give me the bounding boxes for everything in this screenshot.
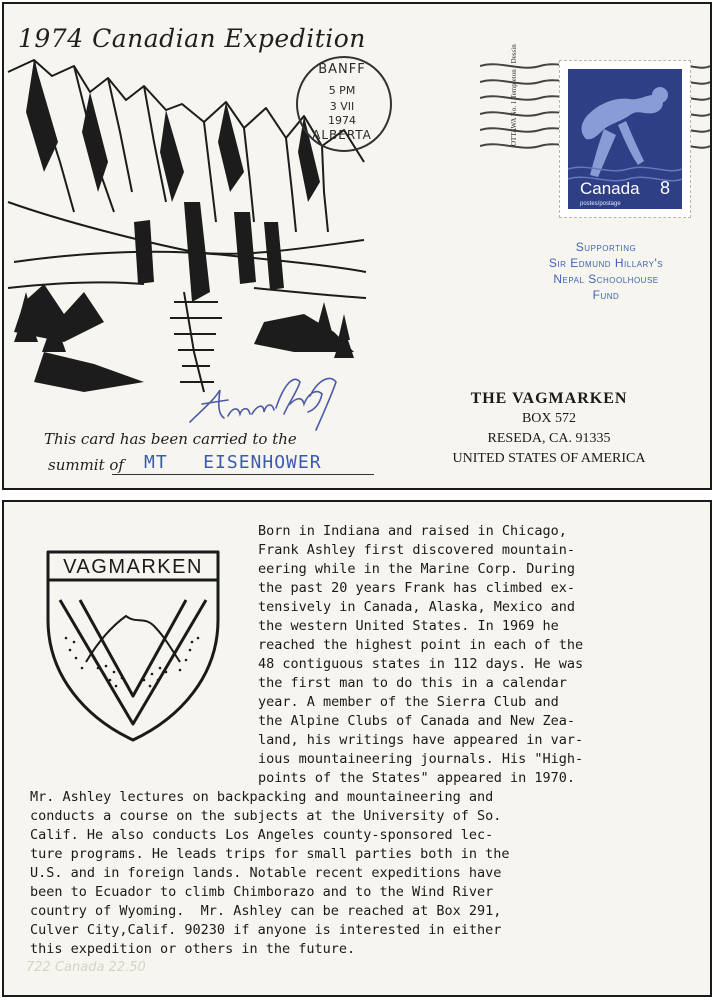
bio-line: land, his writings have appeared in var- xyxy=(258,732,584,748)
stamp-image xyxy=(568,69,682,209)
bio-line: year. A member of the Sierra Club and xyxy=(258,694,559,710)
postmark-year: 1974 xyxy=(328,114,356,127)
summit-prefix: summit of xyxy=(48,456,124,474)
mailing-address xyxy=(419,389,679,469)
address-line: UNITED STATES OF AMERICA xyxy=(452,451,646,466)
postcard-front xyxy=(2,2,712,490)
address-name: THE VAGMARKEN xyxy=(470,390,628,407)
bio-line: Mr. Ashley lectures on backpacking and mountaineering and xyxy=(30,789,494,805)
summit-name: MT EISENHOWER xyxy=(144,452,322,473)
handwritten-signature xyxy=(184,364,344,434)
bio-line: country of Wyoming. Mr. Ashley can be reached at Box 291, xyxy=(30,903,502,919)
postcard-back xyxy=(2,500,712,997)
bio-line: reached the highest point in each of the xyxy=(258,637,584,653)
biography-text xyxy=(4,502,712,997)
carried-text: This card has been carried to the xyxy=(44,430,297,448)
bio-line: Frank Ashley first discovered mountain- xyxy=(258,542,575,558)
bio-line: eering while in the Marine Corp. During xyxy=(258,561,575,577)
bio-line: conducts a course on the subjects at the University of So. xyxy=(30,808,502,824)
bio-line: ious mountaineering journals. His "High- xyxy=(258,751,584,767)
address-line: BOX 572 xyxy=(521,411,577,426)
supporting-line: Supporting xyxy=(575,240,637,254)
emblem-label: VAGMARKEN xyxy=(63,556,203,578)
postmark-city: BANFF xyxy=(318,62,366,77)
expedition-title: 1974 Canadian Expedition xyxy=(18,24,366,53)
supporting-line: Nepal Schoolhouse xyxy=(553,272,659,286)
postmark-time: 5 PM xyxy=(328,84,356,97)
address-line: RESEDA, CA. 91335 xyxy=(487,431,611,446)
bio-line: Culver City,Calif. 90230 if anyone is interested in either xyxy=(30,922,502,938)
bio-line: points of the States" appeared in 1970. xyxy=(258,770,575,786)
bio-line: U.S. and in foreign lands. Notable recent expeditions have xyxy=(30,865,502,881)
supporting-text xyxy=(506,239,706,303)
supporting-line: Sir Edmund Hillary's xyxy=(548,256,664,270)
bio-line: Born in Indiana and raised in Chicago, xyxy=(258,523,567,539)
pencil-note: 722 Canada 22.50 xyxy=(26,960,146,975)
bio-line: 48 contiguous states in 112 days. He was xyxy=(258,656,584,672)
bio-line: the western United States. In 1969 he xyxy=(258,618,559,634)
bio-line: Calif. He also conducts Los Angeles county-sponsored lec- xyxy=(30,827,494,843)
summit-underline xyxy=(112,474,374,475)
bio-line: this expedition or others in the future. xyxy=(30,941,356,957)
bio-line: been to Ecuador to climb Chimborazo and to the Wind River xyxy=(30,884,494,900)
bio-line: ture programs. He leads trips for small parties both in the xyxy=(30,846,510,862)
bio-line: the first man to do this in a calendar xyxy=(258,675,567,691)
stamp-plate-inscription: OTTAWA No. 1 Templeton · Dessin xyxy=(510,44,518,146)
bio-line: the Alpine Clubs of Canada and New Zea- xyxy=(258,713,575,729)
postmark-date: 3 VII xyxy=(329,100,355,113)
postmark-province: ALBERTA xyxy=(312,128,372,142)
supporting-line: Fund xyxy=(592,288,620,302)
stamp-country: Canada xyxy=(580,179,640,198)
postage-stamp xyxy=(559,60,691,218)
bio-line: tensively in Canada, Alaska, Mexico and xyxy=(258,599,575,615)
bio-line: the past 20 years Frank has climbed ex- xyxy=(258,580,575,596)
stamp-subtext: postes/postage xyxy=(580,201,621,207)
stamp-value: 8 xyxy=(659,178,670,198)
